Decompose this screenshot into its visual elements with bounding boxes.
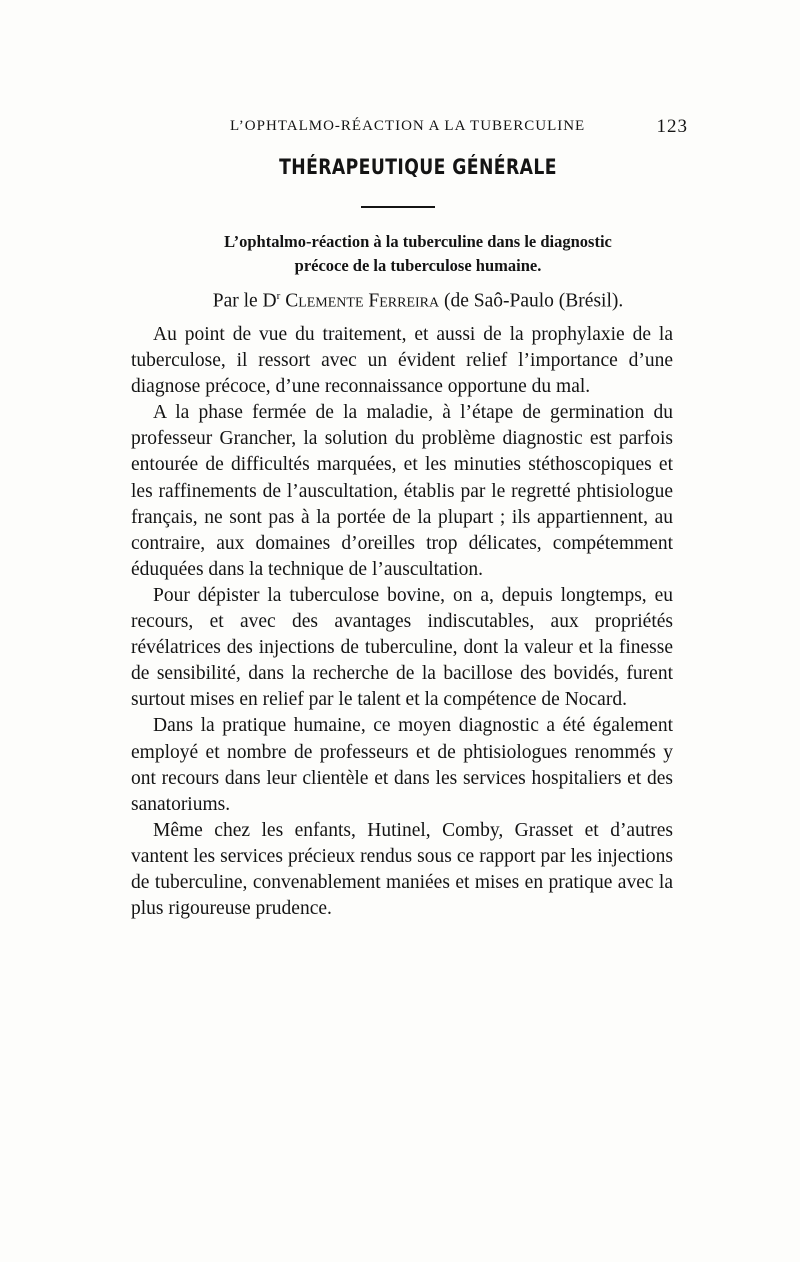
byline bbox=[148, 283, 688, 315]
paragraph-3: Pour dépister la tuberculose bovine, on a, depuis longtemps, eu recours, et avec des avantages indiscutables, aux propriétés révélatrices des injections de tuberculine, dont la valeur et la finesse de sensibilité, dans la recherche de la bacillose des bovidés, furent surtout mises en relief par le talent et la compétence de Nocard. bbox=[131, 584, 673, 711]
page-number: 123 bbox=[656, 116, 688, 137]
paragraph-1: Au point de vue du traitement, et aussi de la prophylaxie de la tuberculose, il ressort avec un évident relief l’importance d’une diagnose précoce, d’une reconnaissance opportune du mal. bbox=[131, 324, 673, 398]
section-title: THÉRAPEUTIQUE GÉNÉRALE bbox=[279, 155, 557, 179]
byline-prefix: Par le D bbox=[212, 290, 277, 312]
paragraph-4: Dans la pratique humaine, ce moyen diagnostic a été également employé et nombre de professeurs et de phtisiologues renommés y ont recours dans leur clientèle et dans les services hospitaliers et des sanatoriums. bbox=[131, 715, 673, 815]
article-title bbox=[148, 230, 688, 278]
paragraph-5: Même chez les enfants, Hutinel, Comby, Grasset et d’autres vantent les services précieux rendus sous ce rapport par les injections de tuberculine, convenablement maniées et mises en pratique avec la plus rigoureuse prudence. bbox=[131, 819, 673, 920]
paragraph-2: A la phase fermée de la maladie, à l’étape de germination du professeur Grancher, la solution du problème diagnostic est parfois entourée de difficultés marquées, et les minuties stéthoscopiques et les raffinements de l’auscultation, établis par le regretté phtisiologue français, ne sont pas à la portée de la plupart ; ils appartiennent, au contraire, aux domaines d’oreilles trop délicates, compétemment éduquées dans la technique de l’auscultation. bbox=[131, 402, 673, 580]
author-name: Clemente Ferreira bbox=[285, 290, 440, 312]
byline-prefix-superscript: r bbox=[276, 290, 281, 302]
article-title-line-1: L’ophtalmo-réaction à la tuberculine dans le diagnostic bbox=[224, 232, 612, 251]
author-location: (de Saô-Paulo (Brésil). bbox=[444, 290, 624, 312]
title-rule bbox=[361, 206, 435, 208]
running-head bbox=[148, 116, 688, 140]
running-head-title: L’OPHTALMO-RÉACTION A LA TUBERCULINE bbox=[230, 118, 586, 134]
article-title-line-2: précoce de la tuberculose humaine. bbox=[294, 256, 542, 275]
article-body bbox=[131, 322, 673, 922]
